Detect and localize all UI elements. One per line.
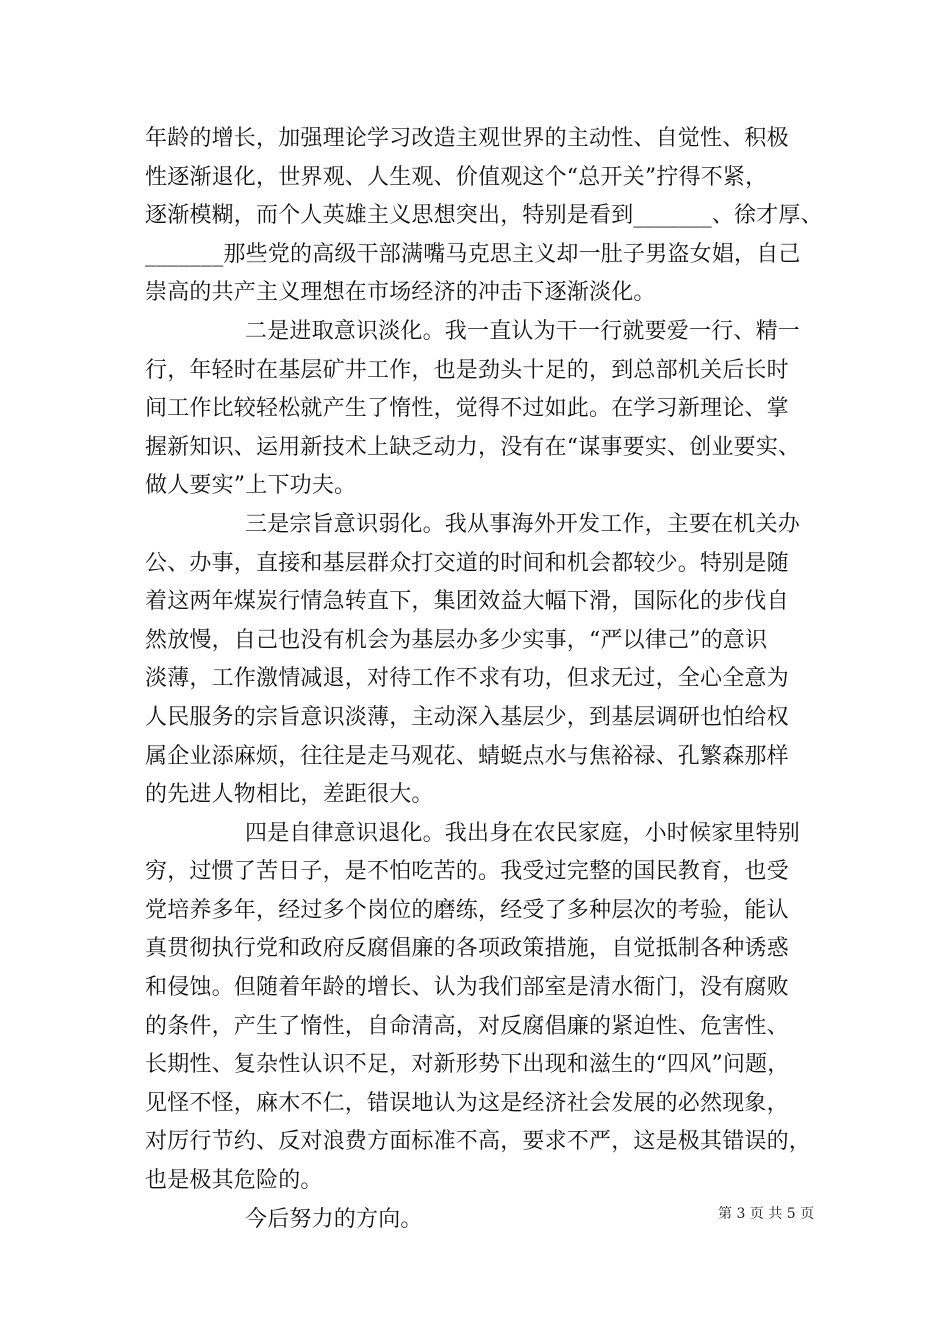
text-line: 今后努力的方向。 [245,1206,423,1232]
text-line: 然放慢，自己也没有机会为基层办多少实事，“严以律己”的意识 [145,627,768,653]
text-line: 逐渐模糊，而个人英雄主义思想突出，特别是看到_______、徐才厚、 [145,203,823,229]
text-line: 行，年轻时在基层矿井工作，也是劲头十足的，到总部机关后长时 [145,357,789,383]
text-line: 三是宗旨意识弱化。我从事海外开发工作，主要在机关办 [245,511,801,537]
text-line: 二是进取意识淡化。我一直认为干一行就要爱一行、精一 [245,318,801,344]
text-line: 淡薄，工作激情减退，对待工作不求有功，但求无过，全心全意为 [145,666,789,692]
text-line: 也是极其危险的。 [145,1168,323,1194]
page-footer: 第 3 页 共 5 页 [718,1206,815,1222]
text-line: 和侵蚀。但随着年龄的增长、认为我们部室是清水衙门，没有腐败 [145,975,789,1001]
text-line: 间工作比较轻松就产生了惰性，觉得不过如此。在学习新理论、掌 [145,396,789,422]
text-line: 四是自律意识退化。我出身在农民家庭，小时候家里特别 [245,820,801,846]
text-line: 做人要实”上下功夫。 [145,473,357,499]
text-line: 党培养多年，经过多个岗位的磨练，经受了多种层次的考验，能认 [145,897,789,923]
text-line: 人民服务的宗旨意识淡薄，主动深入基层少，到基层调研也怕给权 [145,704,789,730]
text-line: 公、办事，直接和基层群众打交道的时间和机会都较少。特别是随 [145,550,789,576]
body-text [145,120,823,1239]
text-line: 穷，过惯了苦日子，是不怕吃苦的。我受过完整的国民教育，也受 [145,859,789,885]
text-line: 崇高的共产主义理想在市场经济的冲击下逐渐淡化。 [145,280,656,306]
text-line: 属企业添麻烦，往往是走马观花、蜻蜓点水与焦裕禄、孔繁森那样 [145,743,789,769]
text-line: 年龄的增长，加强理论学习改造主观世界的主动性、自觉性、积极 [145,126,789,151]
text-line: 握新知识、运用新技术上缺乏动力，没有在“谋事要实、创业要实、 [145,434,801,460]
text-line: 性逐渐退化，世界观、人生观、价值观这个“总开关”拧得不紧， [145,164,768,190]
text-line: _______那些党的高级干部满嘴马克思主义却一肚子男盗女娼，自己 [145,241,801,267]
text-line: 的先进人物相比，差距很大。 [145,782,434,808]
text-line: 见怪不怪，麻木不仁，错误地认为这是经济社会发展的必然现象， [145,1090,789,1116]
text-line: 对厉行节约、反对浪费方面标准不高，要求不严，这是极其错误的， [145,1129,812,1155]
text-line: 长期性、复杂性认识不足，对新形势下出现和滋生的“四风”问题， [145,1052,790,1078]
text-line: 的条件，产生了惰性，自命清高，对反腐倡廉的紧迫性、危害性、 [145,1013,789,1039]
text-line: 着这两年煤炭行情急转直下，集团效益大幅下滑，国际化的步伐自 [145,589,789,615]
text-line: 真贯彻执行党和政府反腐倡廉的各项政策措施，自觉抵制各种诱惑 [145,936,789,962]
